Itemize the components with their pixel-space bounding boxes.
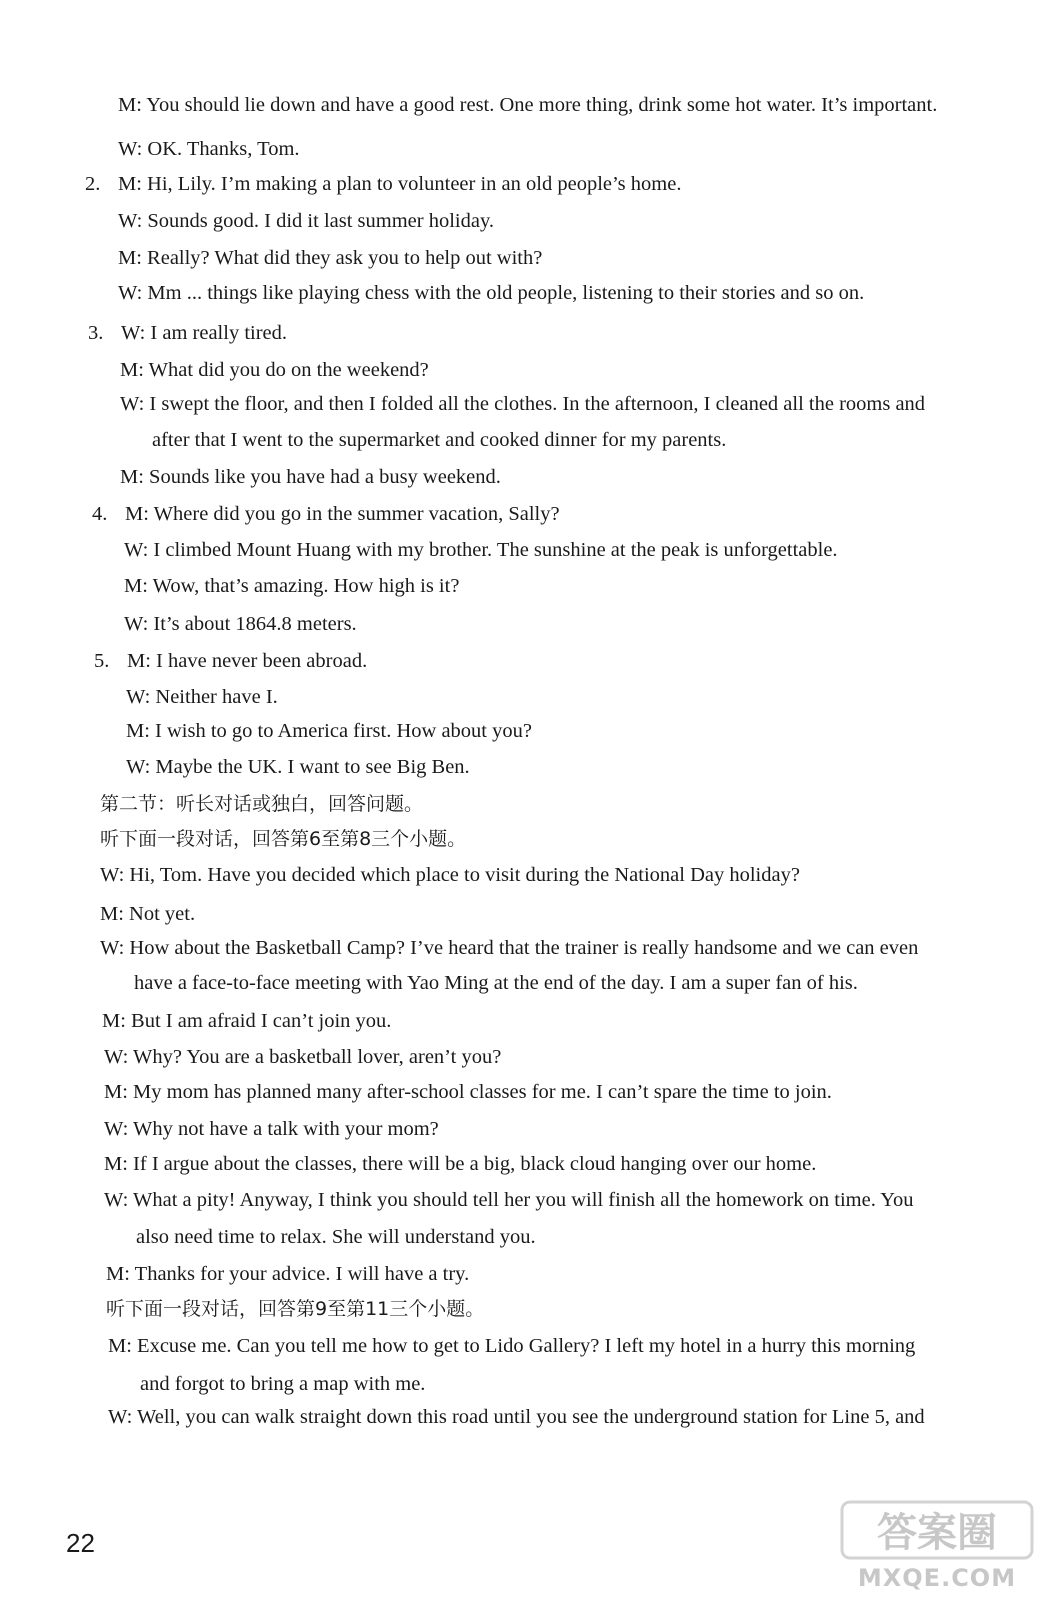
dialogue-line: W: What a pity! Anyway, I think you should tell her you will finish all the homework on time. You	[104, 1189, 914, 1211]
dialogue-line: W: OK. Thanks, Tom.	[118, 138, 300, 160]
dialogue-line: W: Sounds good. I did it last summer holiday.	[118, 210, 494, 232]
dialogue-line: M: I have never been abroad.	[127, 650, 368, 672]
dialogue-line: W: It’s about 1864.8 meters.	[124, 613, 357, 635]
dialogue-line: M: But I am afraid I can’t join you.	[102, 1010, 392, 1032]
dialogue-item	[94, 648, 367, 674]
item-number: 5.	[94, 650, 110, 672]
dialogue-line: W: I climbed Mount Huang with my brother. The sunshine at the peak is unforgettable.	[124, 539, 838, 561]
dialogue-line: have a face-to-face meeting with Yao Ming at the end of the day. I am a super fan of his.	[134, 972, 858, 994]
watermark-logo	[838, 1496, 1038, 1592]
dialogue-line: M: Wow, that’s amazing. How high is it?	[124, 575, 460, 597]
dialogue-line: after that I went to the supermarket and cooked dinner for my parents.	[152, 429, 727, 451]
dialogue-line: W: How about the Basketball Camp? I’ve heard that the trainer is really handsome and we can even	[100, 937, 919, 959]
section-instruction: 听下面一段对话，回答第6至第8三个小题。	[100, 828, 467, 850]
dialogue-line: W: Why not have a talk with your mom?	[104, 1118, 439, 1140]
dialogue-line: W: Well, you can walk straight down this road until you see the underground station for Line 5, and	[108, 1406, 925, 1428]
dialogue-line: M: Really? What did they ask you to help out with?	[118, 247, 543, 269]
dialogue-item	[88, 320, 287, 346]
dialogue-line: M: Sounds like you have had a busy weekend.	[120, 466, 501, 488]
svg-text:答案圈: 答案圈	[877, 1510, 997, 1556]
dialogue-line: M: I wish to go to America first. How about you?	[126, 720, 532, 742]
item-number: 3.	[88, 322, 104, 344]
dialogue-line: M: Hi, Lily. I’m making a plan to volunteer in an old people’s home.	[118, 173, 682, 195]
dialogue-item	[92, 501, 560, 527]
section-instruction: 听下面一段对话，回答第9至第11三个小题。	[106, 1298, 485, 1320]
dialogue-item	[85, 171, 681, 197]
dialogue-line: W: Hi, Tom. Have you decided which place to visit during the National Day holiday?	[100, 864, 800, 886]
dialogue-line: W: Maybe the UK. I want to see Big Ben.	[126, 756, 470, 778]
dialogue-line: W: Why? You are a basketball lover, aren’t you?	[104, 1046, 502, 1068]
dialogue-line: M: Not yet.	[100, 903, 196, 925]
item-number: 4.	[92, 503, 108, 525]
dialogue-line: M: If I argue about the classes, there will be a big, black cloud hanging over our home.	[104, 1153, 817, 1175]
page-number: 22	[66, 1528, 95, 1558]
dialogue-line: W: Mm ... things like playing chess with the old people, listening to their stories and so on.	[118, 282, 865, 304]
item-number: 2.	[85, 173, 101, 195]
svg-text:MXQE.COM: MXQE.COM	[857, 1564, 1017, 1592]
dialogue-line: M: What did you do on the weekend?	[120, 359, 429, 381]
dialogue-line: M: My mom has planned many after-school classes for me. I can’t spare the time to join.	[104, 1081, 832, 1103]
dialogue-line: M: Thanks for your advice. I will have a try.	[106, 1263, 470, 1285]
dialogue-line: M: Where did you go in the summer vacation, Sally?	[125, 503, 560, 525]
dialogue-line: M: Excuse me. Can you tell me how to get to Lido Gallery? I left my hotel in a hurry this morning	[108, 1335, 916, 1357]
dialogue-line: also need time to relax. She will understand you.	[136, 1226, 536, 1248]
dialogue-line: W: I am really tired.	[121, 322, 288, 344]
dialogue-line: W: I swept the floor, and then I folded all the clothes. In the afternoon, I cleaned all the rooms and	[120, 393, 926, 415]
section-heading: 第二节：听长对话或独白，回答问题。	[100, 793, 424, 815]
dialogue-line: W: Neither have I.	[126, 686, 278, 708]
dialogue-line: and forgot to bring a map with me.	[140, 1373, 426, 1395]
dialogue-line: M: You should lie down and have a good rest. One more thing, drink some hot water. It’s important.	[118, 94, 938, 116]
